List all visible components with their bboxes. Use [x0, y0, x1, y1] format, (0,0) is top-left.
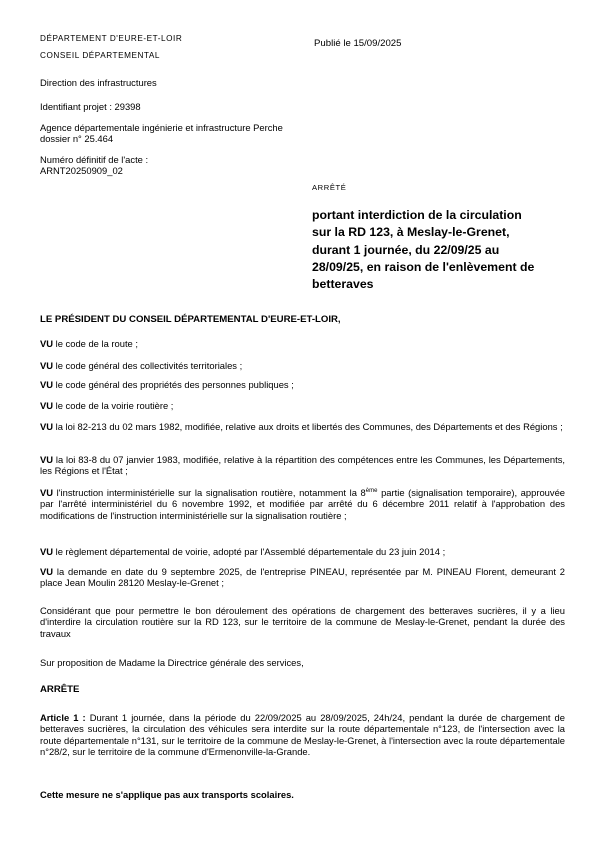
article-1-label: Article 1 : — [40, 712, 86, 723]
article-1: Article 1 : Durant 1 journée, dans la période du 22/09/2025 au 28/09/2025, 24h/24, pendant la durée de chargement de betteraves sucrières, la circulation des véhicules sera interdite sur la route départementale n°123, de l'intersection avec la route départementale n°131, sur le territoire de la commune de Meslay-le-Grenet, à l'intersection avec la route départementale n°28/2, sur le territoire de la commune d'Ermenonville-la-Grande. — [40, 712, 565, 757]
title-line: betteraves — [312, 277, 374, 292]
vu-prefix: VU — [40, 400, 54, 411]
considerant-paragraph: Considérant que pour permettre le bon déroulement des opérations de chargement des betteraves sucrières, il y a lieu d'interdire la circulation routière sur la RD 123, sur le territoire de la commune de Meslay-le-Grenet, pendant la durée des travaux — [40, 605, 565, 639]
agency: Agence départementale ingénierie et infrastructure Perche — [40, 122, 283, 133]
title-line: sur la RD 123, à Meslay-le-Grenet, — [312, 225, 510, 240]
department-name: DÉPARTEMENT D'EURE-ET-LOIR — [40, 34, 183, 43]
document-title — [312, 207, 572, 293]
title-line: durant 1 journée, du 22/09/25 au — [312, 242, 500, 257]
vu-prefix: VU — [40, 338, 54, 349]
act-number: ARNT20250909_02 — [40, 165, 123, 176]
publication-date: Publié le 15/09/2025 — [314, 38, 402, 49]
vu-item: VU le code général des propriétés des personnes publiques ; — [40, 379, 294, 390]
vu-prefix: VU — [40, 421, 54, 432]
vu-item: VU l'instruction interministérielle sur la signalisation routière, notamment la 8ème partie (signalisation temporaire), approuvée par l'arrêté interministériel du 6 novembre 1992, et modifiée par arrêté du 6 décembre 2011 relatif à l'approbation des modifications de l'instruction interministérielle sur la signalisation routière ; — [40, 487, 565, 521]
arrete-label: ARRÊTÉ — [312, 183, 347, 192]
vu-item: VU le code de la route ; — [40, 338, 138, 349]
vu-prefix: VU — [40, 360, 54, 371]
arrete-heading: ARRÊTE — [40, 684, 80, 695]
vu-prefix: VU — [40, 379, 54, 390]
project-id: Identifiant projet : 29398 — [40, 101, 141, 112]
act-label: Numéro définitif de l'acte : — [40, 154, 149, 165]
president-heading: LE PRÉSIDENT DU CONSEIL DÉPARTEMENTAL D'EURE-ET-LOIR, — [40, 314, 341, 325]
vu-item: VU la demande en date du 9 septembre 2025, de l'entreprise PINEAU, représentée par M. PINEAU Florent, demeurant 2 place Jean Moulin 28120 Meslay-le-Grenet ; — [40, 566, 565, 589]
vu-item: VU le code général des collectivités territoriales ; — [40, 360, 243, 371]
vu-item: VU la loi 83-8 du 07 janvier 1983, modifiée, relative à la répartition des compétences entre les Communes, les Départements, les Régions et l'État ; — [40, 454, 565, 477]
vu-prefix: VU — [40, 454, 54, 465]
vu-item: VU le règlement départemental de voirie, adopté par l'Assemblé départementale du 23 juin 2014 ; — [40, 546, 446, 557]
vu-prefix: VU — [40, 487, 54, 498]
council-name: CONSEIL DÉPARTEMENTAL — [40, 51, 160, 60]
direction: Direction des infrastructures — [40, 77, 157, 88]
vu-prefix: VU — [40, 566, 54, 577]
title-line: portant interdiction de la circulation — [312, 208, 522, 222]
vu-item: VU le code de la voirie routière ; — [40, 400, 174, 411]
title-line: 28/09/25, en raison de l'enlèvement de — [312, 259, 535, 274]
proposition-line: Sur proposition de Madame la Directrice générale des services, — [40, 657, 304, 668]
dossier-number: dossier n° 25.464 — [40, 133, 114, 144]
vu-item: VU la loi 82-213 du 02 mars 1982, modifiée, relative aux droits et libertés des Communes, des Départements et des Régions ; — [40, 421, 563, 432]
vu-prefix: VU — [40, 546, 54, 557]
school-transport-note: Cette mesure ne s'applique pas aux transports scolaires. — [40, 789, 294, 800]
